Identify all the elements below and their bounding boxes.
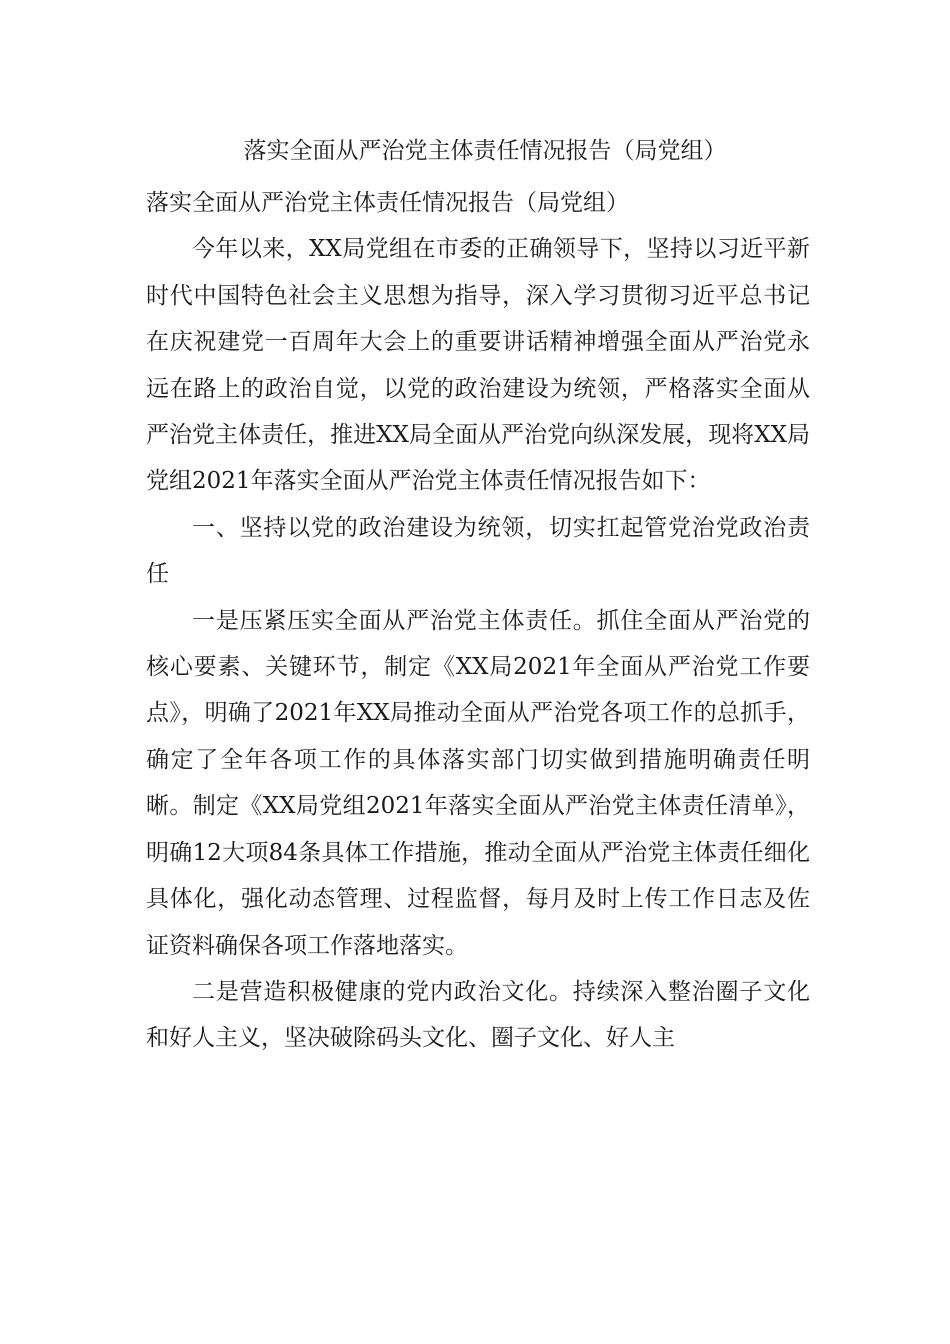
document-body	[146, 180, 810, 1062]
document-subtitle: 落实全面从严治党主体责任情况报告（局党组）	[146, 190, 629, 216]
body-paragraph: 二是营造积极健康的党内政治文化。持续深入整治圈子文化和好人主义，坚决破除码头文化、圈子文化、好人主	[146, 978, 810, 1052]
intro-paragraph: 今年以来，XX局党组在市委的正确领导下，坚持以习近平新时代中国特色社会主义思想为指导，深入学习贯彻习近平总书记在庆祝建党一百周年大会上的重要讲话精神增强全面从严治党永远在路上的政治自觉，以党的政治建设为统领，严格落实全面从严治党主体责任，推进XX局全面从严治党向纵深发展，现将XX局党组2021年落实全面从严治党主体责任情况报告如下：	[146, 236, 810, 495]
body-paragraph: 一是压紧压实全面从严治党主体责任。抓住全面从严治党的核心要素、关键环节，制定《XX局2021年全面从严治党工作要点》，明确了2021年XX局推动全面从严治党各项工作的总抓手，确定了全年各项工作的具体落实部门切实做到措施明确责任明晰。制定《XX局党组2021年落实全面从严治党主体责任清单》，明确12大项84条具体工作措施，推动全面从严治党主体责任细化具体化，强化动态管理、过程监督，每月及时上传工作日志及佐证资料确保各项工作落地落实。	[146, 607, 810, 959]
section-heading: 一、坚持以党的政治建设为统领，切实扛起管党治党政治责任	[146, 514, 810, 588]
document-title: 落实全面从严治党主体责任情况报告（局党组）	[243, 138, 727, 164]
